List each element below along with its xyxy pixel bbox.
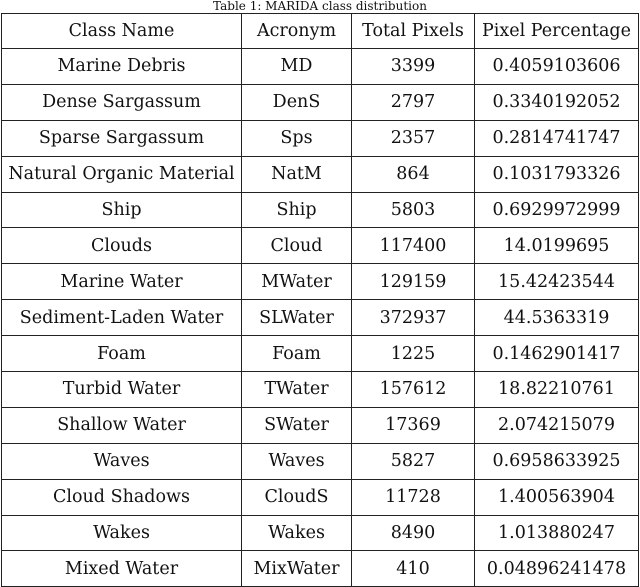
cell-total-pixels: 372937: [352, 300, 475, 336]
cell-total-pixels: 3399: [352, 49, 475, 85]
cell-acronym: MixWater: [242, 551, 352, 587]
header-total-pixels: Total Pixels: [352, 14, 475, 49]
cell-acronym: Ship: [242, 192, 352, 228]
table-row: [2, 443, 639, 479]
cell-class-name: Foam: [2, 336, 242, 372]
cell-class-name: Marine Debris: [2, 49, 242, 85]
cell-total-pixels: 117400: [352, 228, 475, 264]
header-pixel-percentage: Pixel Percentage: [475, 14, 639, 49]
cell-pixel-percentage: 44.5363319: [475, 300, 639, 336]
table-row: [2, 228, 639, 264]
cell-class-name: Sediment-Laden Water: [2, 300, 242, 336]
cell-total-pixels: 11728: [352, 479, 475, 515]
cell-pixel-percentage: 0.1462901417: [475, 336, 639, 372]
table-row: [2, 84, 639, 120]
cell-pixel-percentage: 15.42423544: [475, 264, 639, 300]
cell-acronym: TWater: [242, 372, 352, 408]
table-row: [2, 551, 639, 587]
header-class-name: Class Name: [2, 14, 242, 49]
cell-pixel-percentage: 1.013880247: [475, 515, 639, 551]
cell-class-name: Turbid Water: [2, 372, 242, 408]
cell-acronym: MWater: [242, 264, 352, 300]
table-row: [2, 156, 639, 192]
cell-class-name: Cloud Shadows: [2, 479, 242, 515]
table-row: [2, 120, 639, 156]
cell-pixel-percentage: 0.3340192052: [475, 84, 639, 120]
cell-acronym: SWater: [242, 407, 352, 443]
cell-pixel-percentage: 14.0199695: [475, 228, 639, 264]
cell-pixel-percentage: 0.6958633925: [475, 443, 639, 479]
cell-class-name: Clouds: [2, 228, 242, 264]
table-row: [2, 300, 639, 336]
cell-pixel-percentage: 0.1031793326: [475, 156, 639, 192]
cell-class-name: Waves: [2, 443, 242, 479]
cell-pixel-percentage: 0.2814741747: [475, 120, 639, 156]
table-header: [2, 14, 639, 49]
table-caption: Table 1: MARIDA class distribution: [213, 0, 427, 13]
cell-total-pixels: 410: [352, 551, 475, 587]
cell-acronym: SLWater: [242, 300, 352, 336]
marida-class-table: [1, 13, 639, 587]
cell-class-name: Ship: [2, 192, 242, 228]
cell-acronym: Wakes: [242, 515, 352, 551]
table-body: [2, 49, 639, 587]
table-row: [2, 49, 639, 85]
cell-total-pixels: 2357: [352, 120, 475, 156]
cell-class-name: Wakes: [2, 515, 242, 551]
cell-total-pixels: 5827: [352, 443, 475, 479]
table-row: [2, 407, 639, 443]
cell-acronym: Cloud: [242, 228, 352, 264]
table-row: [2, 336, 639, 372]
cell-total-pixels: 17369: [352, 407, 475, 443]
cell-acronym: MD: [242, 49, 352, 85]
cell-acronym: Sps: [242, 120, 352, 156]
cell-total-pixels: 5803: [352, 192, 475, 228]
cell-total-pixels: 8490: [352, 515, 475, 551]
table-row: [2, 372, 639, 408]
cell-total-pixels: 2797: [352, 84, 475, 120]
cell-class-name: Mixed Water: [2, 551, 242, 587]
table-row: [2, 264, 639, 300]
cell-pixel-percentage: 0.04896241478: [475, 551, 639, 587]
cell-class-name: Sparse Sargassum: [2, 120, 242, 156]
cell-acronym: Waves: [242, 443, 352, 479]
cell-acronym: CloudS: [242, 479, 352, 515]
cell-class-name: Natural Organic Material: [2, 156, 242, 192]
cell-pixel-percentage: 0.4059103606: [475, 49, 639, 85]
table-row: [2, 479, 639, 515]
cell-total-pixels: 129159: [352, 264, 475, 300]
cell-pixel-percentage: 2.074215079: [475, 407, 639, 443]
cell-class-name: Dense Sargassum: [2, 84, 242, 120]
cell-class-name: Shallow Water: [2, 407, 242, 443]
header-acronym: Acronym: [242, 14, 352, 49]
cell-total-pixels: 1225: [352, 336, 475, 372]
table-row: [2, 515, 639, 551]
cell-acronym: Foam: [242, 336, 352, 372]
cell-pixel-percentage: 0.6929972999: [475, 192, 639, 228]
cell-class-name: Marine Water: [2, 264, 242, 300]
cell-total-pixels: 864: [352, 156, 475, 192]
header-row: [2, 14, 639, 49]
cell-total-pixels: 157612: [352, 372, 475, 408]
table-row: [2, 192, 639, 228]
cell-pixel-percentage: 1.400563904: [475, 479, 639, 515]
cell-acronym: NatM: [242, 156, 352, 192]
cell-pixel-percentage: 18.82210761: [475, 372, 639, 408]
cell-acronym: DenS: [242, 84, 352, 120]
